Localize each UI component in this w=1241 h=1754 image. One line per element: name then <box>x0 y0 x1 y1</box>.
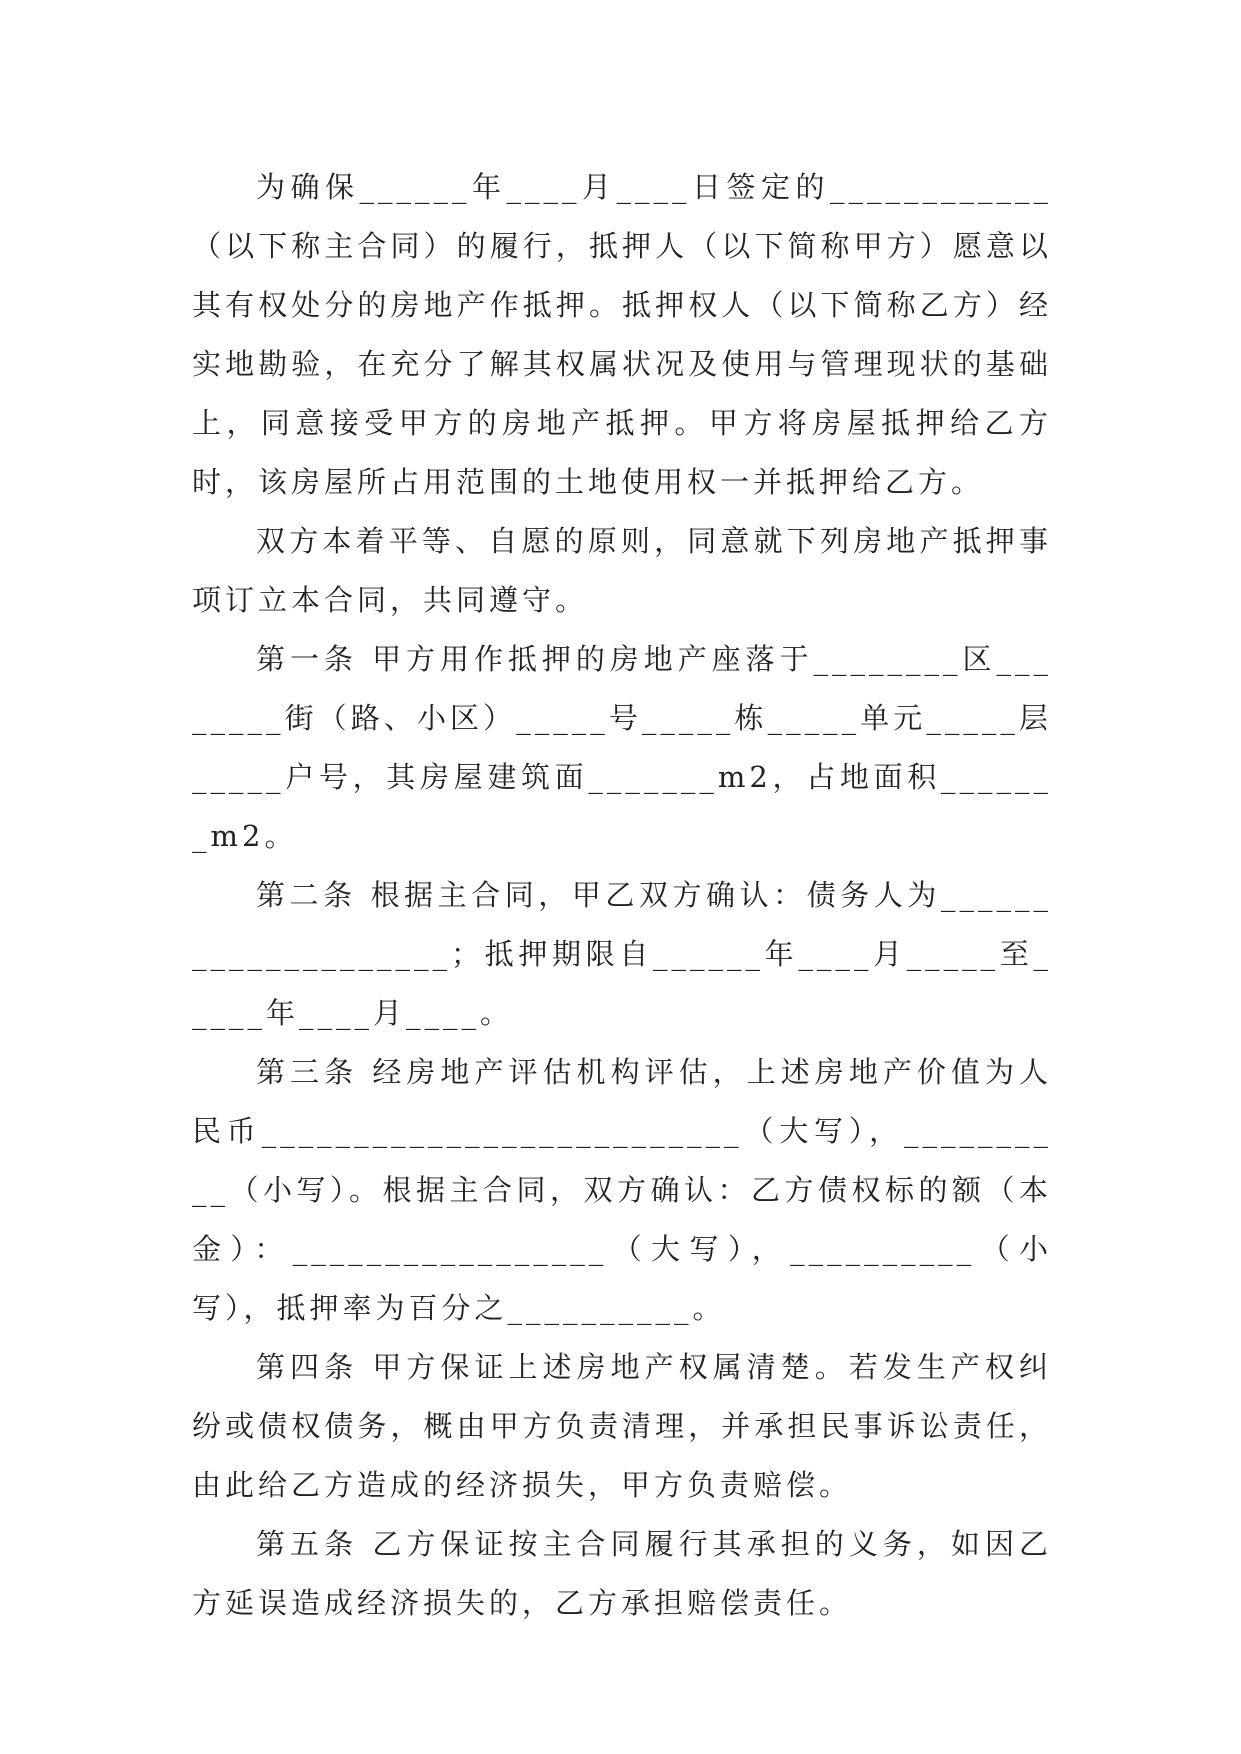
article-5: 第五条 乙方保证按主合同履行其承担的义务，如因乙方延误造成经济损失的，乙方承担赔偿责任。 <box>192 1527 1052 1620</box>
article-3: 第三条 经房地产评估机构评估，上述房地产价值为人民币__________________________（大写），__________（小写）。根据主合同，双方确认：乙方债权标的额（本金）：_________________（大写），__________（小写），抵押率为百分之__________。 <box>192 1055 1052 1325</box>
preamble-paragraph: 为确保______年____月____日签定的____________（以下称主合同）的履行，抵押人（以下简称甲方）愿意以其有权处分的房地产作抵押。抵押权人（以下简称乙方）经实地勘验，在充分了解其权属状况及使用与管理现状的基础上，同意接受甲方的房地产抵押。甲方将房屋抵押给乙方时，该房屋所占用范围的土地使用权一并抵押给乙方。 <box>192 170 1052 499</box>
document-body <box>192 158 1052 1633</box>
article-2: 第二条 根据主合同，甲乙双方确认：债务人为____________________；抵押期限自______年____月_____至_____年____月____。 <box>192 878 1052 1030</box>
article-4: 第四条 甲方保证上述房地产权属清楚。若发生产权纠纷或债权债务，概由甲方负责清理，并承担民事诉讼责任，由此给乙方造成的经济损失，甲方负责赔偿。 <box>192 1350 1052 1502</box>
article-1: 第一条 甲方用作抵押的房地产座落于________区________街（路、小区）_____号_____栋_____单元_____层_____户号，其房屋建筑面_______m2，占地面积_______m2。 <box>192 642 1052 853</box>
principle-paragraph: 双方本着平等、自愿的原则，同意就下列房地产抵押事项订立本合同，共同遵守。 <box>192 524 1052 617</box>
